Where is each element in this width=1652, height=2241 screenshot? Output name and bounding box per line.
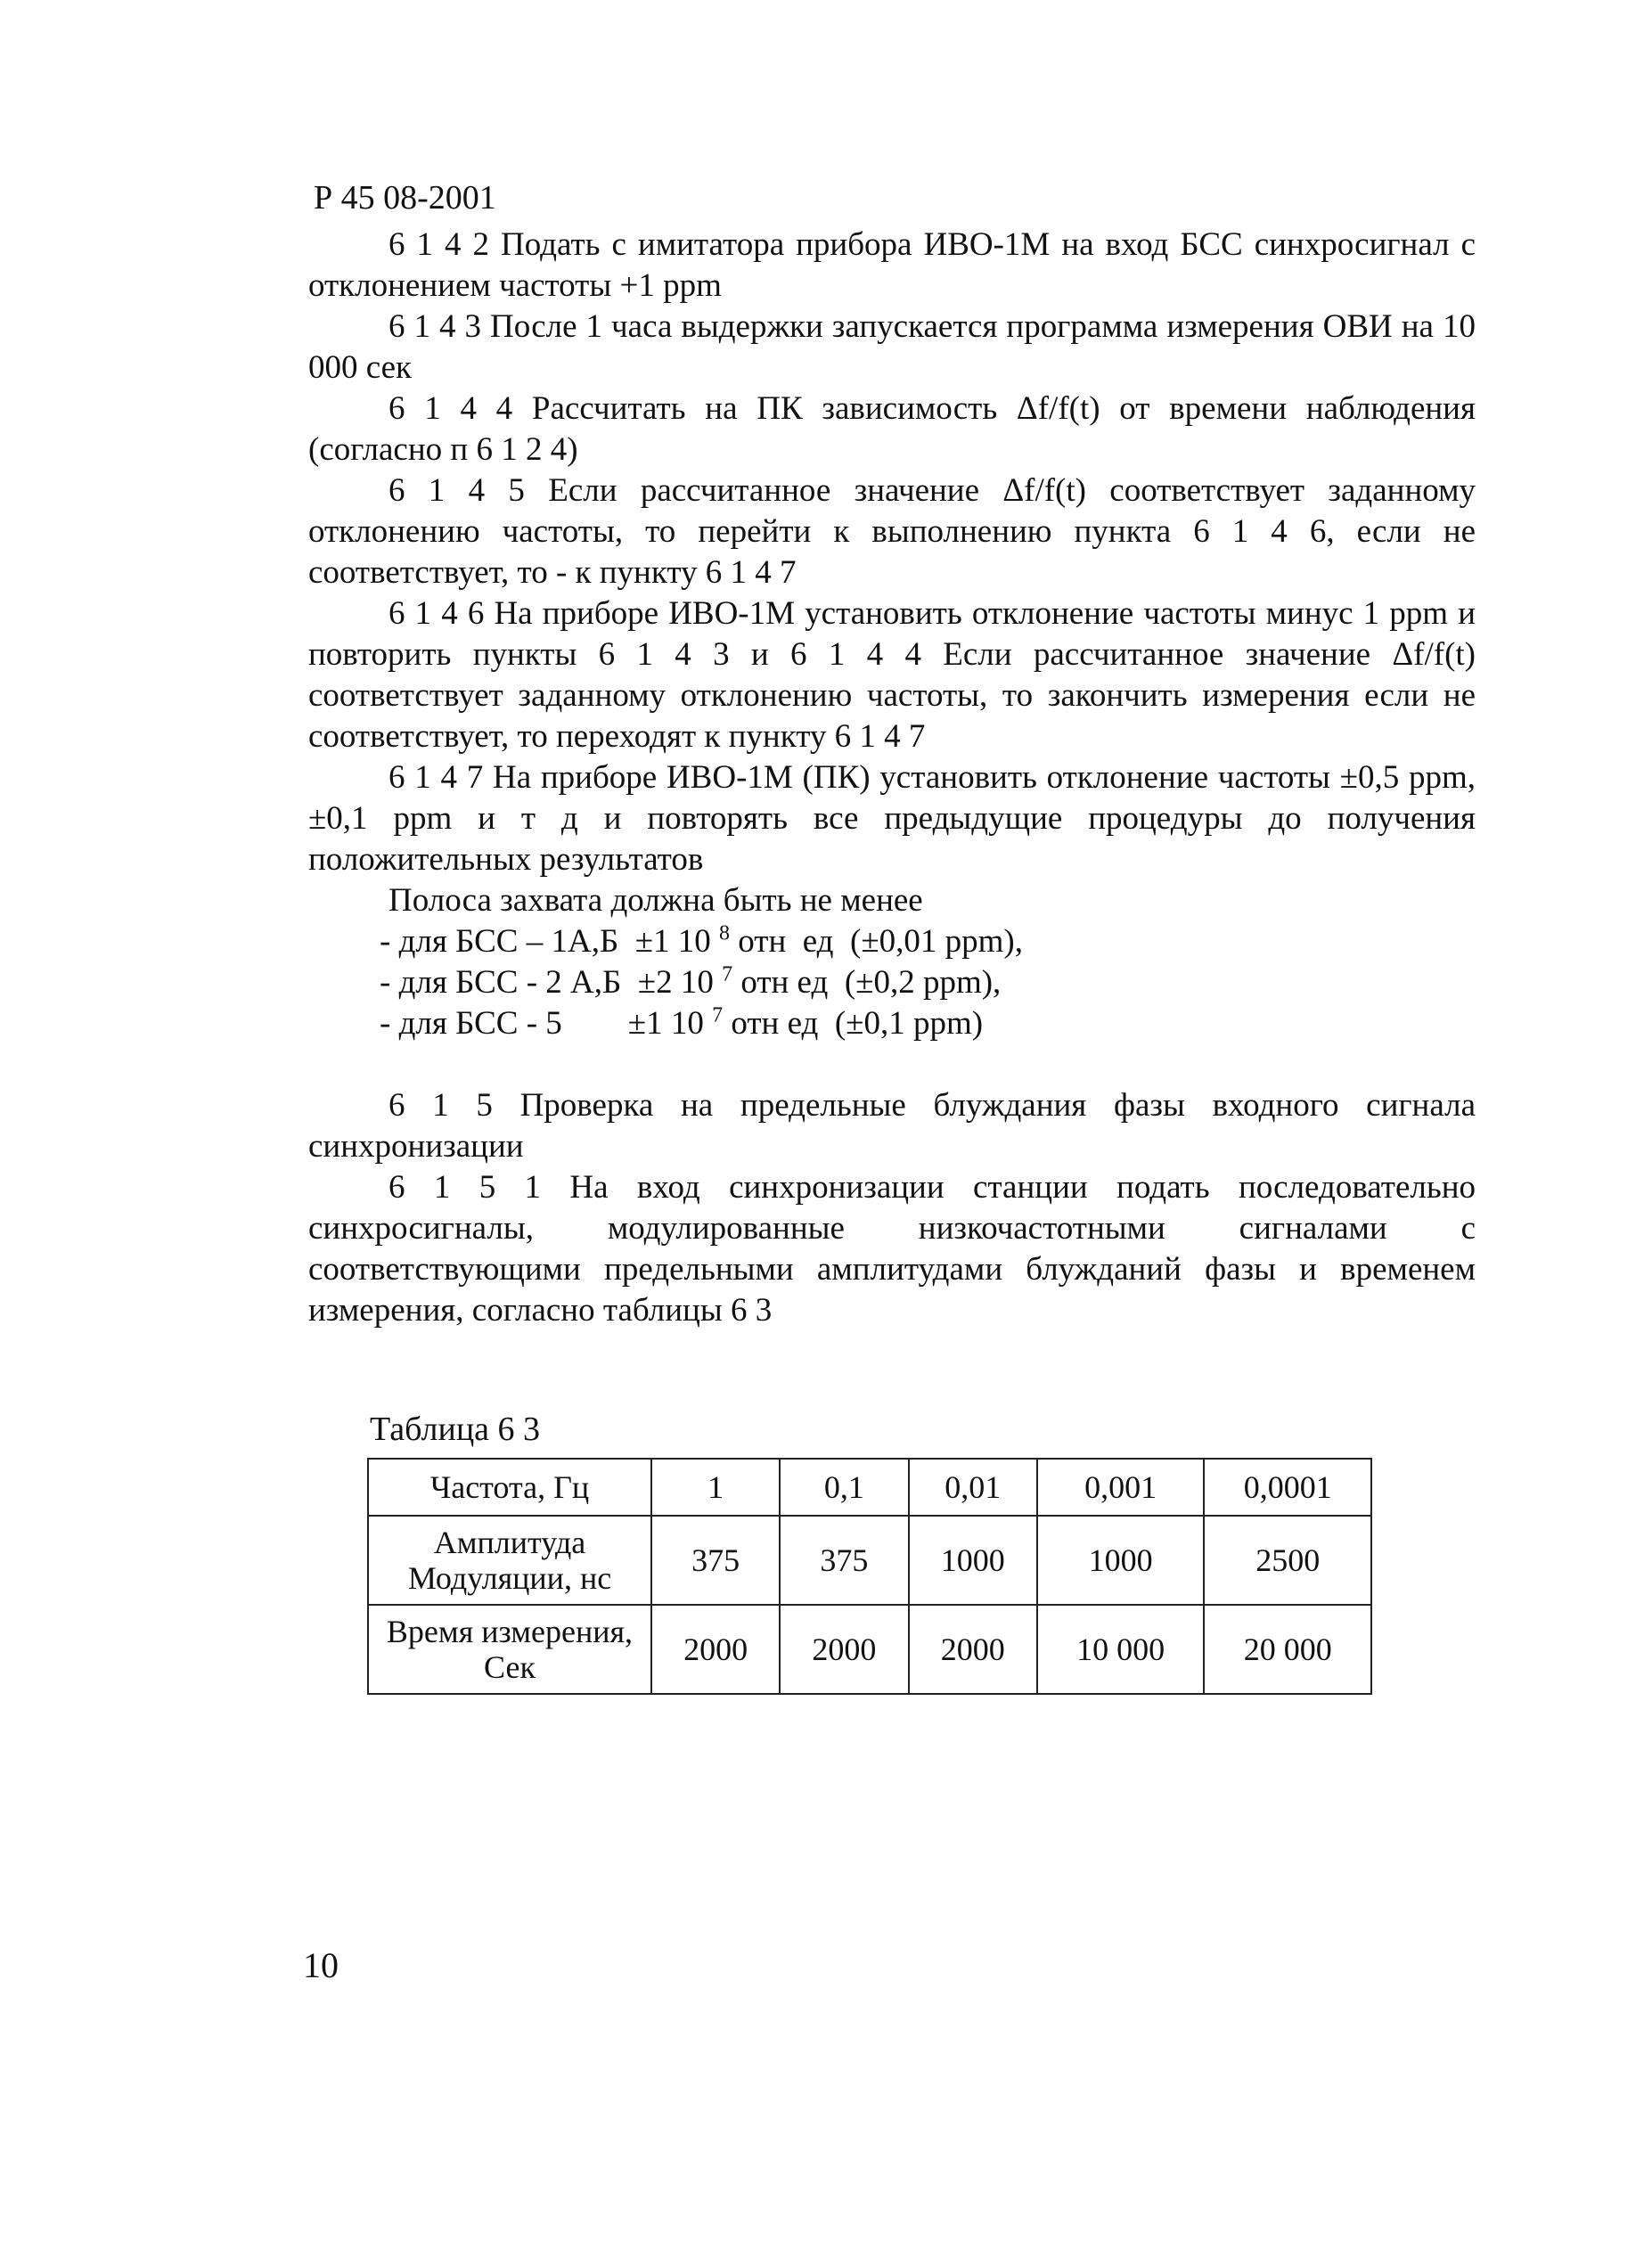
paragraph-6143: 6 1 4 3 После 1 часа выдержки запускается программа измерения ОВИ на 10 000 сек <box>308 308 1476 386</box>
table-caption: Таблица 6 3 <box>370 1411 541 1448</box>
table-cell: 20 000 <box>1204 1605 1371 1694</box>
table-6-3 <box>367 1458 1372 1695</box>
table-cell: 375 <box>780 1516 908 1605</box>
capture-list <box>308 921 1476 1044</box>
table-cell: 2000 <box>780 1605 908 1694</box>
paragraph-6145: 6 1 4 5 Если рассчитанное значение Δf/f(t) соответствует заданному отклонению частоты, то перейти к выполнению пункта 6 1 4 6, если не соответствует, то - к пункту 6 1 4 7 <box>308 472 1476 591</box>
row-header: Частота, Гц <box>368 1459 651 1516</box>
table-row <box>368 1459 1371 1516</box>
table-cell: 2000 <box>909 1605 1037 1694</box>
table-cell: 0,01 <box>909 1459 1037 1516</box>
table-cell: 2000 <box>651 1605 780 1694</box>
table-row <box>368 1605 1371 1694</box>
capture-intro: Полоса захвата должна быть не менее <box>388 882 923 919</box>
paragraph-6147: 6 1 4 7 На приборе ИВО-1М (ПК) установить отклонение частоты ±0,5 ppm, ±0,1 ppm и т д и повторять все предыдущие процедуры до получения положительных результатов <box>308 759 1476 878</box>
document-header: Р 45 08-2001 <box>314 179 496 217</box>
table-cell: 0,0001 <box>1204 1459 1371 1516</box>
table-cell: 10 000 <box>1037 1605 1205 1694</box>
paragraph-6144: 6 1 4 4 Рассчитать на ПК зависимость Δf/f(t) от времени наблюдения (согласно п 6 1 2 4) <box>308 390 1476 468</box>
table-cell: 375 <box>651 1516 780 1605</box>
section-6151: 6 1 5 1 На вход синхронизации станции подать последовательно синхросигналы, модулированные низкочастотными сигналами с соответствующими предельными амплитудами блужданий фазы и временем измерения, согласно таблицы 6 3 <box>308 1169 1476 1329</box>
table-cell: 1 <box>651 1459 780 1516</box>
table-cell: 0,1 <box>780 1459 908 1516</box>
capture-item: - для БСС - 2 А,Б ±2 10 $^7$ отн ед (±0,2 ppm), <box>380 962 1002 1001</box>
capture-item: - для БСС - 5 ±1 10 $^7$ отн ед (±0,1 ppm) <box>380 1003 984 1042</box>
capture-item: - для БСС – 1А,Б ±1 10 $^8$ отн ед (±0,01 ppm), <box>380 921 1023 960</box>
paragraph-6142: 6 1 4 2 Подать с имитатора прибора ИВО-1М на вход БСС синхросигнал с отклонением частоты +1 ppm <box>308 226 1476 304</box>
row-header: Время измерения, Сек <box>368 1605 651 1694</box>
table-cell: 1000 <box>1037 1516 1205 1605</box>
page-number: 10 <box>303 1945 339 1985</box>
paragraph-6146: 6 1 4 6 На приборе ИВО-1М установить отклонение частоты минус 1 ppm и повторить пункты 6 1 4 3 и 6 1 4 4 Если рассчитанное значение Δf/f(t) соответствует заданному отклонению частоты, то закончить измерения если не соответствует, то переходят к пункту 6 1 4 7 <box>308 595 1476 755</box>
table-cell: 1000 <box>909 1516 1037 1605</box>
table-cell: 2500 <box>1204 1516 1371 1605</box>
table-cell: 0,001 <box>1037 1459 1205 1516</box>
table-row <box>368 1516 1371 1605</box>
row-header: Амплитуда Модуляции, нс <box>368 1516 651 1605</box>
section-615: 6 1 5 Проверка на предельные блуждания фазы входного сигнала синхронизации <box>308 1087 1476 1165</box>
body-text <box>308 225 1476 1331</box>
